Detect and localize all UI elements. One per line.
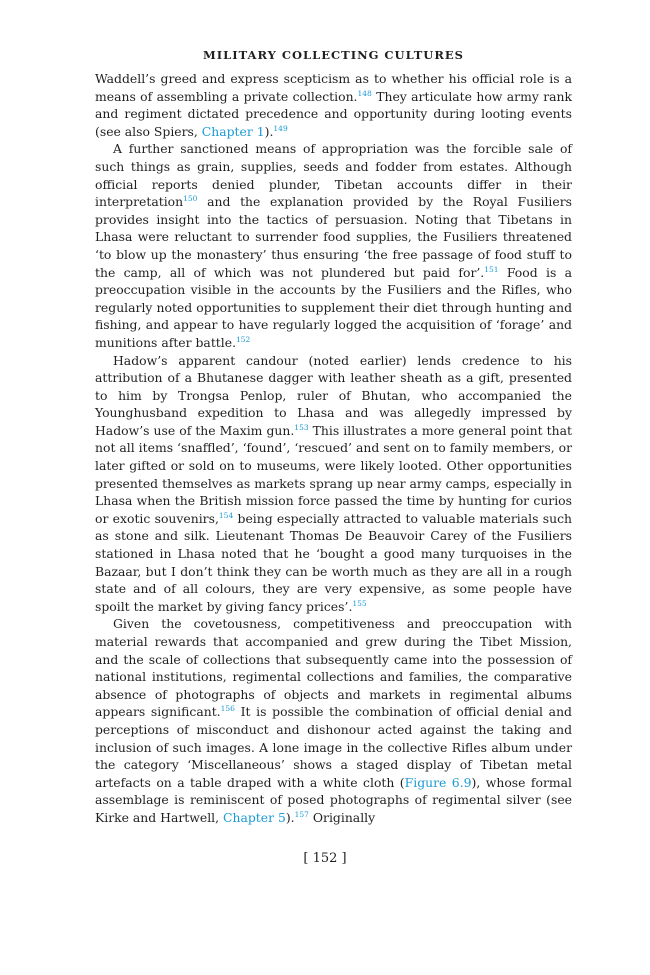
body-text-run: ), whose formal assemblage is reminiscent of posed photographs of regimental silver (see Kirke and Hartwell, <box>95 774 572 825</box>
body-text-run: being especially attracted to valuable materials such as stone and silk. Lieutenant Thomas De Beauvoir Carey of the Fusiliers stationed in Lhasa noted that he ‘bought a good many turquoises in the Bazaar, but I don’t think they can be worth much as they are all in a rough state and of all colours, they are very expensive, as some people have spoilt the market by giving fancy prices’. <box>95 510 573 614</box>
body-text-run: This illustrates a more general point that not all items ‘snaffled’, ‘found’, ‘rescued’ and sent on to family members, or later gifted or sold on to museums, were likely looted. Other opportunities presented themselves as markets sprang up near army camps, especially in Lhasa when the British mission force passed the time by hunting for curios or exotic souvenirs, <box>95 422 572 526</box>
body-text-run: It is possible the combination of official denial and perceptions of misconduct and dishonour acted against the taking and inclusion of such images. A lone image in the collective Rifles album under the category ‘Miscellaneous’ shows a staged display of Tibetan metal artefacts on a table draped with a white cloth ( <box>95 704 572 790</box>
footnote-ref[interactable]: 148 <box>357 88 372 98</box>
footnote-ref[interactable]: 149 <box>273 123 288 133</box>
paragraph <box>95 352 572 616</box>
page-number: [ 152 ] <box>303 851 347 866</box>
body-text-run: and the explanation provided by the Royal Fusiliers provides insight into the tactics of persuasion. Noting that Tibetans in Lhasa were reluctant to surrender food supplies, the Fusiliers threatened ‘to blow up the monastery’ thus ensuring ‘the free passage of food stuff to the camp, all of which was not plundered but paid for’. <box>95 194 572 280</box>
cross-reference-link[interactable]: Chapter 1 <box>201 123 265 139</box>
body-text-run: Hadow’s apparent candour (noted earlier) lends credence to his attribution of a Bhutanese dagger with leather sheath as a gift, presented to him by Trongsa Penlop, ruler of Bhutan, who accompanied the Younghusband expedition to Lhasa and was allegedly impressed by Hadow’s use of the Maxim gun. <box>95 352 572 438</box>
footnote-ref[interactable]: 151 <box>484 264 499 274</box>
paragraph <box>95 615 572 826</box>
body-text <box>95 70 572 827</box>
cross-reference-link[interactable]: Figure 6.9 <box>404 774 472 790</box>
footnote-ref[interactable]: 156 <box>220 704 235 714</box>
paragraph <box>95 70 572 140</box>
footnote-ref[interactable]: 157 <box>294 809 309 819</box>
footnote-ref[interactable]: 150 <box>183 194 198 204</box>
running-head: MILITARY COLLECTING CULTURES <box>203 48 464 62</box>
body-text-run: Food is a preoccupation visible in the accounts by the Fusiliers and the Rifles, who regularly noted opportunities to supplement their diet through hunting and fishing, and appear to have regularly logged the acquisition of ‘forage’ and munitions after battle. <box>95 264 573 350</box>
body-text-run: ). <box>264 123 274 139</box>
body-text-run: They articulate how army rank and regiment dictated precedence and opportunity during looting events (see also Spiers, <box>95 88 573 139</box>
body-text-run: Given the covetousness, competitiveness and preoccupation with material rewards that accompanied and grew during the Tibet Mission, and the scale of collections that subsequently came into the possession of national institutions, regimental collections and families, the comparative absence of photographs of objects and markets in regimental albums appears significant. <box>95 616 572 720</box>
cross-reference-link[interactable]: Chapter 5 <box>223 809 286 825</box>
footnote-ref[interactable]: 155 <box>352 598 367 608</box>
body-text-run: Originally <box>308 809 376 825</box>
footnote-ref[interactable]: 154 <box>218 510 234 520</box>
body-text-run: Waddell’s greed and express scepticism as to whether his official role is a means of assembling a private collection. <box>95 71 572 104</box>
body-text-run: A further sanctioned means of appropriation was the forcible sale of such things as grain, supplies, seeds and fodder from estates. Although official reports denied plunder, Tibetan accounts differ in their interpretation <box>95 141 572 210</box>
paragraph <box>95 140 572 351</box>
page-body <box>95 48 572 827</box>
footnote-ref[interactable]: 152 <box>236 334 251 344</box>
body-text-run: ). <box>285 809 295 825</box>
footnote-ref[interactable]: 153 <box>294 422 309 432</box>
